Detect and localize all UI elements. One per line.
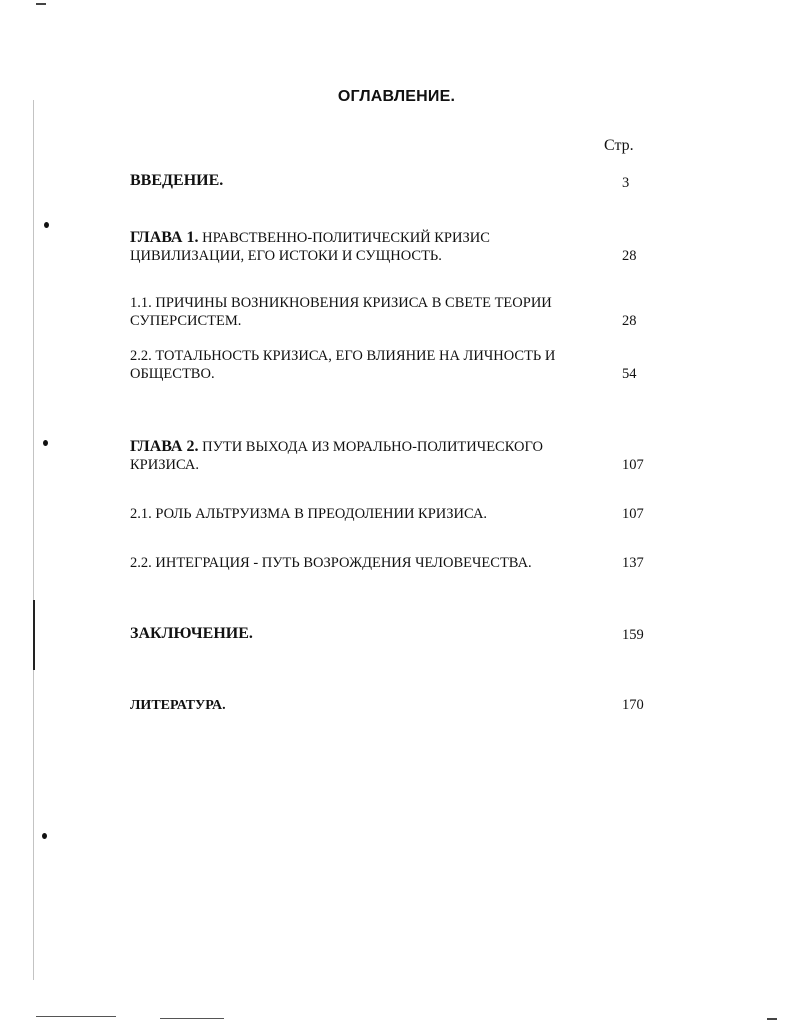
toc-entry-line [130,229,580,247]
toc-page-number: 54 [622,366,637,382]
toc-entry-chapter-2 [130,438,580,474]
toc-page-number: 107 [622,457,644,473]
toc-entry-line: ОБЩЕСТВО. [130,366,215,382]
toc-entry-line: СУПЕРСИСТЕМ. [130,313,242,329]
page-title: ОГЛАВЛЕНИЕ. [337,88,456,105]
toc-entry-line: 2.2. ТОТАЛЬНОСТЬ КРИЗИСА, ЕГО ВЛИЯНИЕ НА ЛИЧНОСТЬ И [130,348,556,364]
toc-entry-label: ЗАКЛЮЧЕНИЕ. [130,625,253,642]
page-column-header: Стр. [604,137,634,154]
toc-entry-line: ЦИВИЛИЗАЦИИ, ЕГО ИСТОКИ И СУЩНОСТЬ. [130,248,442,264]
scan-bottom-line [36,1016,116,1017]
toc-entry-introduction [130,172,580,190]
toc-entry-label: ЛИТЕРАТУРА. [130,698,226,713]
scan-margin-line-lower [33,600,35,670]
toc-entry-section-1-1 [130,294,580,330]
toc-entry-section-2-2 [130,554,580,572]
toc-page-number: 159 [622,627,644,643]
scan-bottom-line [160,1018,224,1019]
toc-entry-label: НРАВСТВЕННО-ПОЛИТИЧЕСКИЙ КРИЗИС [198,230,490,246]
scan-corner-mark [36,3,46,5]
toc-page-number: 107 [622,506,644,522]
toc-entry-chapter-1 [130,229,580,265]
toc-entry-line: 2.1. РОЛЬ АЛЬТРУИЗМА В ПРЕОДОЛЕНИИ КРИЗИСА. [130,506,488,522]
toc-page-number: 28 [622,313,637,329]
toc-entry-conclusion [130,625,580,643]
toc-entry-line: КРИЗИСА. [130,457,199,473]
toc-page-number: 3 [622,175,630,191]
toc-entry-section-2-1 [130,505,580,523]
toc-entry-label: ПУТИ ВЫХОДА ИЗ МОРАЛЬНО-ПОЛИТИЧЕСКОГО [198,439,543,455]
toc-page-number: 28 [622,248,637,264]
chapter-prefix: ГЛАВА 2. [130,438,199,455]
scan-corner-mark [767,1018,777,1020]
scan-punch-mark [43,440,48,446]
toc-entry-line [130,438,580,456]
scan-margin-line [33,100,34,980]
toc-entry-label: ВВЕДЕНИЕ. [130,172,224,189]
toc-page-number: 170 [622,697,644,713]
toc-entry-literature [130,696,580,715]
scan-punch-mark [44,222,49,228]
scan-punch-mark [42,833,47,839]
toc-entry-line: 2.2. ИНТЕГРАЦИЯ - ПУТЬ ВОЗРОЖДЕНИЯ ЧЕЛОВЕЧЕСТВА. [130,555,532,571]
toc-entry-section-1-2 [130,347,580,383]
chapter-prefix: ГЛАВА 1. [130,229,199,246]
toc-page-number: 137 [622,555,644,571]
toc-entry-line: 1.1. ПРИЧИНЫ ВОЗНИКНОВЕНИЯ КРИЗИСА В СВЕТЕ ТЕОРИИ [130,295,552,311]
